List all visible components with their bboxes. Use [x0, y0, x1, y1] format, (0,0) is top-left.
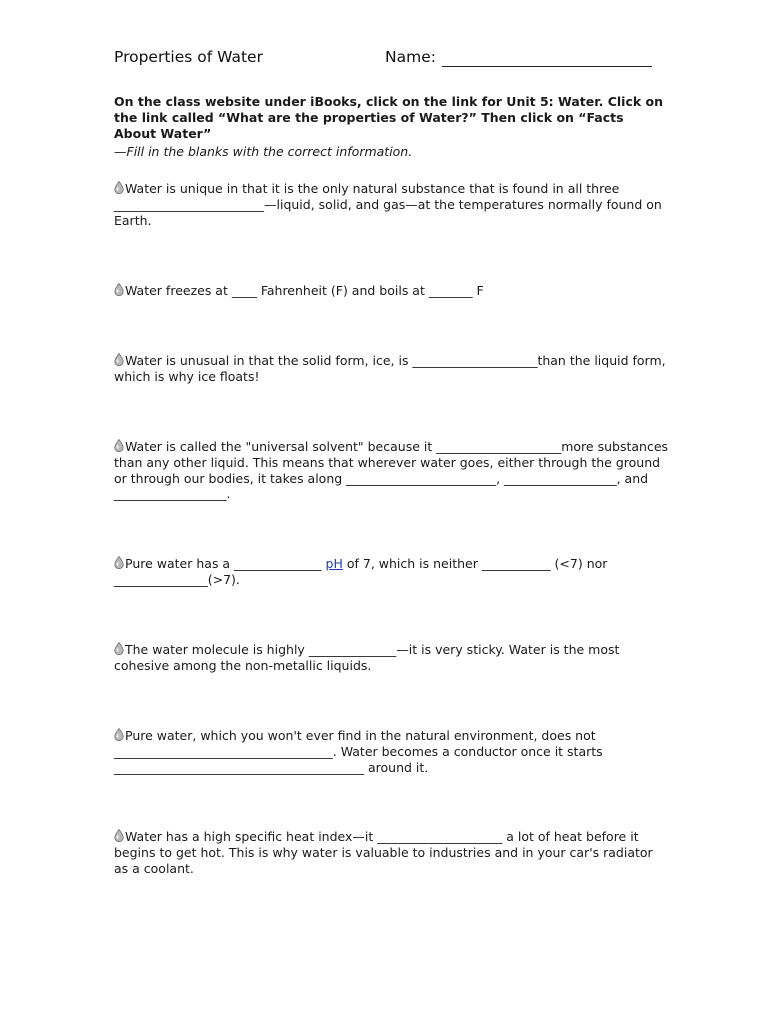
question-text: Water has a high specific heat index—it ____________________ a lot of heat before it begins to get hot. This is why water is valuable to industries and in your car's radiator as a coolant. — [114, 829, 653, 876]
question-7 — [114, 728, 670, 775]
page-title: Properties of Water — [114, 48, 263, 66]
name-label: Name: — [385, 48, 436, 66]
instructions-text: On the class website under iBooks, click on the link for Unit 5: Water. Click on the link called “What are the properties of Water?” Then click on “Facts About Water” — [114, 94, 664, 141]
water-drop-icon — [114, 642, 124, 655]
question-text: Water is unique in that it is the only natural substance that is found in all three ________________________—liquid, solid, and gas—at the temperatures normally found on Earth. — [114, 181, 662, 228]
water-drop-icon — [114, 556, 124, 569]
question-text: Pure water, which you won't ever find in the natural environment, does not ___________________________________. Water becomes a conductor once it starts ________________________________________ around it. — [114, 728, 603, 775]
water-drop-icon — [114, 829, 124, 842]
question-6 — [114, 642, 670, 674]
question-text-end: of 7, which is neither ___________ (<7) nor _______________(>7). — [114, 556, 608, 587]
water-drop-icon — [114, 439, 124, 452]
question-text: The water molecule is highly ______________—it is very sticky. Water is the most cohesive among the non-metallic liquids. — [114, 642, 620, 673]
water-drop-icon — [114, 181, 124, 194]
question-1 — [114, 181, 670, 228]
question-text: Water freezes at ____ Fahrenheit (F) and boils at _______ F — [125, 283, 484, 298]
question-8 — [114, 829, 670, 876]
question-text: Water is called the "universal solvent" because it ____________________more substances than any other liquid. This means that wherever water goes, either through the ground or through our bodies, it takes along ________________________, __________________, and __________________. — [114, 439, 669, 502]
question-5 — [114, 556, 670, 588]
water-drop-icon — [114, 728, 124, 741]
water-drop-icon — [114, 353, 124, 366]
ph-link[interactable]: pH — [325, 556, 343, 571]
question-4 — [114, 439, 670, 502]
question-text-start: Pure water has a ______________ — [125, 556, 326, 571]
worksheet-header — [114, 48, 674, 72]
instructions-note: —Fill in the blanks with the correct information. — [114, 144, 413, 159]
question-3 — [114, 353, 670, 385]
question-2 — [114, 283, 670, 299]
question-text: Water is unusual in that the solid form, ice, is ____________________than the liquid form, which is why ice floats! — [114, 353, 666, 384]
name-blank-line — [442, 66, 652, 67]
water-drop-icon — [114, 283, 124, 296]
